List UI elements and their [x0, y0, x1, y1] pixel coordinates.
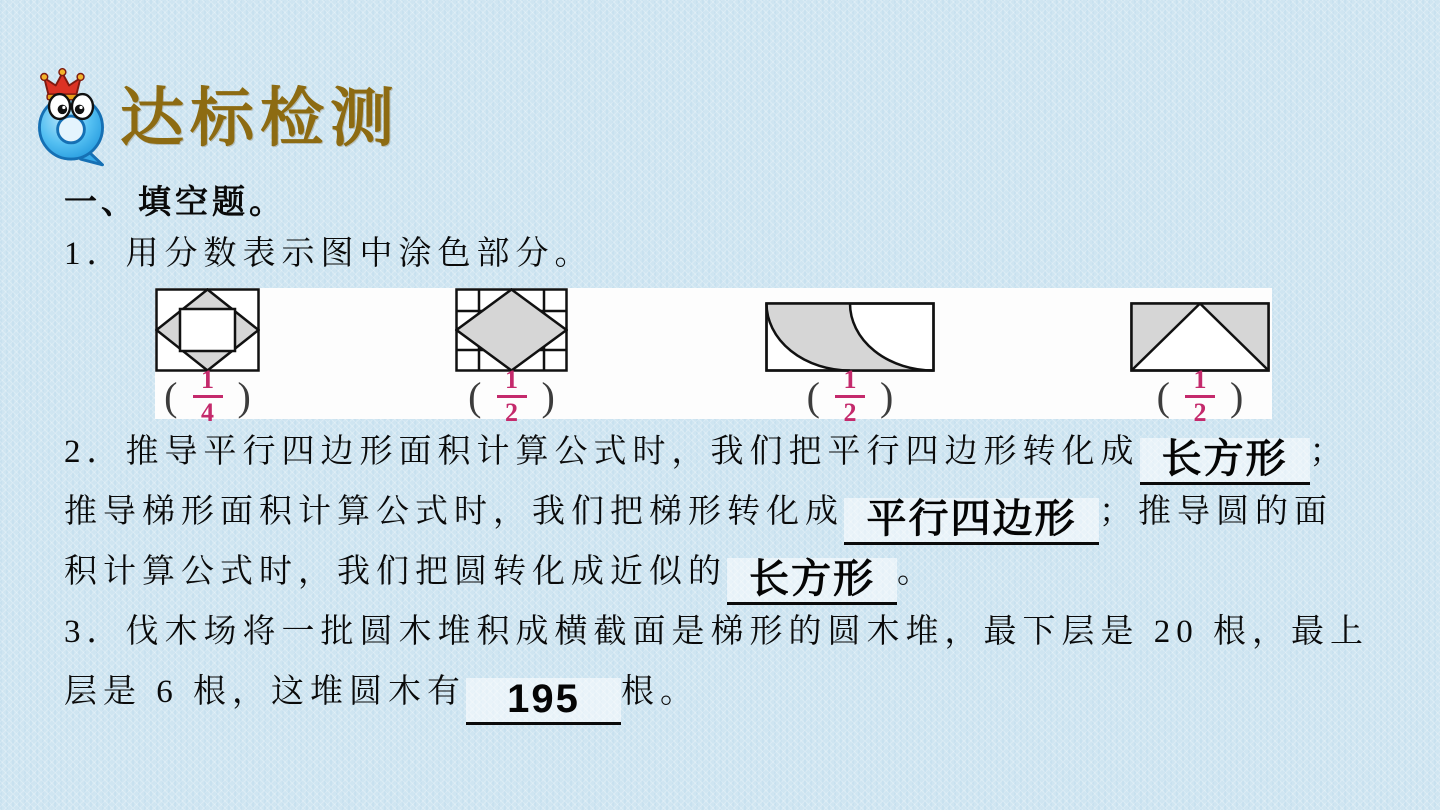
fraction-answer — [835, 364, 865, 427]
fraction-numerator: 1 — [843, 364, 857, 394]
figures-strip — [155, 288, 1272, 427]
fraction-numerator: 1 — [1193, 364, 1207, 394]
paren-close: ) — [1230, 373, 1244, 419]
fraction-denominator: 2 — [505, 397, 518, 427]
fraction-denominator: 2 — [1193, 397, 1207, 427]
question-2-text-4: 积计算公式时，我们把圆转化成近似的 — [64, 554, 727, 590]
answer-blank-rectangle-2: 长方形 — [727, 558, 897, 605]
page-title: 达标检测 — [120, 82, 400, 154]
answer-blank-parallelogram: 平行四边形 — [844, 498, 1099, 545]
paren-close: ) — [880, 373, 894, 419]
fraction-numerator: 1 — [505, 364, 518, 394]
rect-diamond-inner-rect-figure — [155, 288, 260, 372]
question-2-text-1: 2．推导平行四边形面积计算公式时，我们把平行四边形转化成 — [64, 434, 1140, 470]
question-2-line-2 — [64, 488, 1333, 545]
question-2-line-1 — [64, 428, 1349, 485]
two-arcs-figure — [765, 302, 935, 372]
q-crown-mascot-icon — [28, 68, 114, 168]
figure-3 — [765, 288, 935, 427]
triangle-in-rect-figure — [1130, 302, 1270, 372]
fraction-denominator: 2 — [843, 397, 857, 427]
fraction-denominator: 4 — [201, 397, 214, 427]
grid-diamond-figure — [455, 288, 568, 372]
figure-1 — [155, 288, 260, 427]
figure-2 — [455, 288, 568, 427]
answer-blank-rectangle: 长方形 — [1140, 438, 1310, 485]
fraction-answer — [497, 364, 527, 427]
answer-blank-195: 195 — [466, 678, 621, 725]
paren-open: ( — [468, 373, 482, 419]
fraction-answer — [1185, 364, 1215, 427]
answer-2 — [453, 364, 570, 427]
section-heading: 一、填空题。 — [64, 183, 286, 220]
answer-3 — [792, 364, 909, 427]
paren-close: ) — [237, 373, 251, 419]
question-2-text-2: 推导梯形面积计算公式时，我们把梯形转化成 — [64, 494, 844, 530]
answer-1 — [149, 364, 266, 427]
question-3-line-2 — [64, 668, 699, 725]
fraction-answer — [193, 364, 223, 427]
fraction-numerator: 1 — [201, 364, 214, 394]
paren-open: ( — [164, 373, 178, 419]
paren-close: ) — [541, 373, 555, 419]
figure-4 — [1130, 288, 1270, 427]
question-2-text-3: ；推导圆的面 — [1099, 494, 1333, 530]
question-2-punct-1: ； — [1309, 434, 1349, 470]
question-3-line-1: 3．伐木场将一批圆木堆积成横截面是梯形的圆木堆，最下层是 20 根，最上 — [64, 614, 1369, 650]
question-1-text: 1．用分数表示图中涂色部分。 — [64, 236, 594, 272]
question-2-punct-2: 。 — [897, 554, 936, 590]
question-2-line-3 — [64, 548, 936, 605]
paren-open: ( — [1156, 373, 1170, 419]
answer-4 — [1142, 364, 1259, 427]
paren-open: ( — [806, 373, 820, 419]
question-3-text-2: 根。 — [621, 674, 699, 710]
slide-header — [28, 68, 400, 168]
question-3-text-1: 层是 6 根，这堆圆木有 — [64, 674, 466, 710]
